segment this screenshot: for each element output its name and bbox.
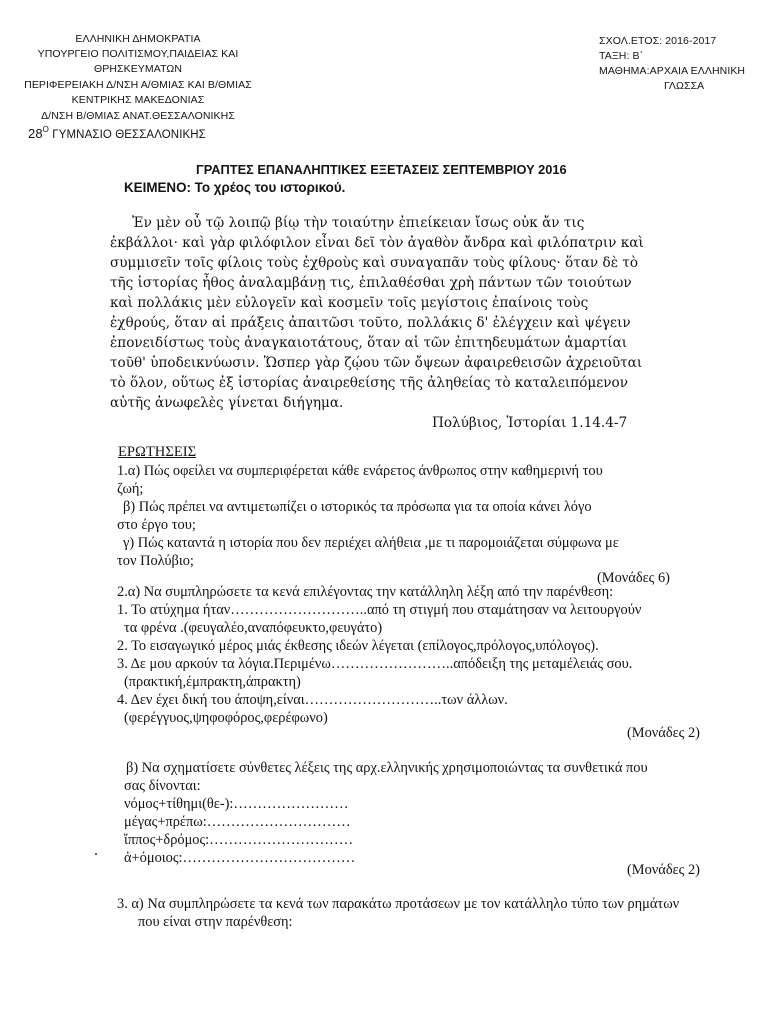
passage-line: συμμισεῖν τοῖς φίλοις τοὺς ἐχθροὺς καὶ συναγαπᾶν τοὺς φίλους· ὅταν δὲ τὸ xyxy=(110,255,639,271)
q2b-marks: (Μονάδες 2) xyxy=(627,862,700,878)
header-school-year: ΣΧΟΛ.ΕΤΟΣ: 2016-2017 xyxy=(599,35,717,47)
header-left xyxy=(8,33,268,143)
passage-source: Πολύβιος, Ἱστορίαι 1.14.4-7 xyxy=(432,415,628,431)
q2a-item-4: 4. Δεν έχει δική του άποψη,είναι………………………..των άλλων. xyxy=(117,692,508,708)
q2b-item-1: νόμος+τίθημι(θε-):…………………… xyxy=(124,796,349,812)
passage-line: Ἐν μὲν οὖ τῷ λοιπῷ βίῳ τὴν τοιαύτην ἐπιείκειαν ἴσως οὐκ ἄν τις xyxy=(132,215,585,231)
school-number-sup: Ο xyxy=(42,125,49,134)
q2a-item-3-options: (πρακτική,έμπρακτη,άπρακτη) xyxy=(124,674,301,690)
q2a-text: 2.α) Να συμπληρώσετε τα κενά επιλέγοντας την κατάλληλη λέξη από την παρένθεση: xyxy=(117,584,614,600)
header-ministry: ΥΠΟΥΡΓΕΙΟ ΠΟΛΙΤΙΣΜΟΥ,ΠΑΙΔΕΙΑΣ ΚΑΙ xyxy=(37,48,239,60)
ancient-text xyxy=(110,215,670,435)
header-class: ΤΑΞΗ: Β΄ xyxy=(599,50,644,62)
header-regional-directorate: ΠΕΡΙΦΕΡΕΙΑΚΗ Δ/ΝΣΗ Α/ΘΜΙΑΣ ΚΑΙ Β/ΘΜΙΑΣ xyxy=(24,79,252,91)
q3a-text-cont: που είναι στην παρένθεση: xyxy=(138,914,293,930)
q1a-text-cont: ζωή; xyxy=(117,481,144,497)
passage-line: τῆς ἱστορίας ἦθος ἀναλαμβάνῃ τις, ἐπιλαθέσθαι χρὴ πάντων τῶν τοιούτων xyxy=(110,275,632,291)
school-name: ΓΥΜΝΑΣΙΟ ΘΕΣΣΑΛΟΝΙΚΗΣ xyxy=(49,129,206,141)
q2b-item-3: ἵππος+δρόμος:………………………… xyxy=(124,832,354,848)
text-title: ΚΕΙΜΕΝΟ: Το χρέος του ιστορικού. xyxy=(124,180,346,195)
q2a-item-1-options: τα φρένα .(φευγαλέο,αναπόφευκτο,φευγάτο) xyxy=(124,620,383,636)
q2a-item-2: 2. Το εισαγωγικό μέρος μιάς έκθεσης ιδεών λέγεται (επίλογος,πρόλογος,υπόλογος). xyxy=(117,638,599,654)
q2a-marks: (Μονάδες 2) xyxy=(627,725,700,741)
q2b-item-4: ἀ+όμοιος:……………………………… xyxy=(124,850,356,866)
q2b-text-cont: σας δίνονται: xyxy=(124,778,201,794)
header-ministry-cont: ΘΡΗΣΚΕΥΜΑΤΩΝ xyxy=(93,63,183,75)
header-subject: ΜΑΘΗΜΑ:ΑΡΧΑΙΑ ΕΛΛΗΝΙΚΗ xyxy=(599,65,746,77)
passage-line: ἐκβάλλοι· καὶ γὰρ φιλόφιλον εἶναι δεῖ τὸν ἀγαθὸν ἄνδρα καὶ φιλόπατριν καὶ xyxy=(110,235,644,251)
q1-marks: (Μονάδες 6) xyxy=(597,570,670,586)
q1c-text-cont: τον Πολύβιο; xyxy=(117,553,194,569)
q1b-text-cont: στο έργο του; xyxy=(117,517,196,533)
passage-line: ἐπονειδίστως τοὺς ἀναγκαιοτάτους, ὅταν αἱ τῶν ἐπιτηδευμάτων ἁμαρτίαι xyxy=(110,335,628,351)
passage-line: ἐχθρούς, ὅταν αἱ πράξεις ἀπαιτῶσι τοῦτο, πολλάκις δ' ἐλέγχειν καὶ ψέγειν xyxy=(110,315,631,331)
q1c-text: γ) Πώς καταντά η ιστορία που δεν περιέχει αλήθεια ,με τι παρομοιάζεται σύμφωνα με xyxy=(123,535,619,551)
header-school xyxy=(28,125,206,141)
passage-line: καὶ πολλάκις μὲν εὐλογεῖν καὶ κοσμεῖν τοῖς μεγίστοις ἐπαίνοις τοὺς xyxy=(110,295,589,311)
exam-title: ΓΡΑΠΤΕΣ ΕΠΑΝΑΛΗΠΤΙΚΕΣ ΕΞΕΤΑΣΕΙΣ ΣΕΠΤΕΜΒΡΙΟΥ 2016 xyxy=(196,162,567,177)
passage-line: αὐτῆς ἀνωφελὲς γίνεται διήγημα. xyxy=(110,395,344,411)
q2a-item-3: 3. Δε μου αρκούν τα λόγια.Περιμένω……………………..απόδειξη της μεταμέλειάς σου. xyxy=(117,656,633,672)
q3a-text: 3. α) Να συμπληρώσετε τα κενά των παρακάτω προτάσεων με τον κατάλληλο τύπο των ρημάτων xyxy=(117,896,680,912)
header-region: ΚΕΝΤΡΙΚΗΣ ΜΑΚΕΔΟΝΙΑΣ xyxy=(71,94,205,106)
q2b-text: β) Να σχηματίσετε σύνθετες λέξεις της αρχ.ελληνικής χρησιμοποιώντας τα συνθετικά που xyxy=(126,760,648,776)
header-subject-cont: ΓΛΩΣΣΑ xyxy=(664,80,705,92)
q2a-item-4-options: (φερέγγυος,ψηφοφόρος,φερέφωνο) xyxy=(124,710,328,726)
q1a-text: 1.α) Πώς οφείλει να συμπεριφέρεται κάθε ενάρετος άνθρωπος στην καθημερινή του xyxy=(117,463,603,479)
q2b-item-2: μέγας+πρέπω:………………………… xyxy=(124,814,351,830)
q2a-item-1: 1. Το ατύχημα ήταν………………………..από τη στιγμή που σταμάτησαν να λειτουργούν xyxy=(117,602,642,618)
header-directorate: Δ/ΝΣΗ Β/ΘΜΙΑΣ ΑΝΑΤ.ΘΕΣΣΑΛΟΝΙΚΗΣ xyxy=(41,110,235,122)
questions-heading: ΕΡΩΤΗΣΕΙΣ xyxy=(118,444,197,460)
school-number: 28 xyxy=(28,126,43,141)
passage-line: τοῦθ' ὑποδεικνύωσιν. Ὥσπερ γὰρ ζῴου τῶν ὄψεων ἀφαιρεθεισῶν ἀχρειοῦται xyxy=(110,355,643,371)
header-right xyxy=(599,35,749,95)
header-republic: ΕΛΛΗΝΙΚΗ ΔΗΜΟΚΡΑΤΙΑ xyxy=(75,33,201,45)
q1b-text: β) Πώς πρέπει να αντιμετωπίζει ο ιστορικός τα πρόσωπα για τα οποία κάνει λόγο xyxy=(123,499,592,515)
passage-line: τὸ ὅλον, οὕτως ἐξ ἱστορίας ἀναιρεθείσης τῆς ἀληθείας τὸ καταλειπόμενον xyxy=(110,375,628,391)
scan-speck xyxy=(95,853,97,855)
